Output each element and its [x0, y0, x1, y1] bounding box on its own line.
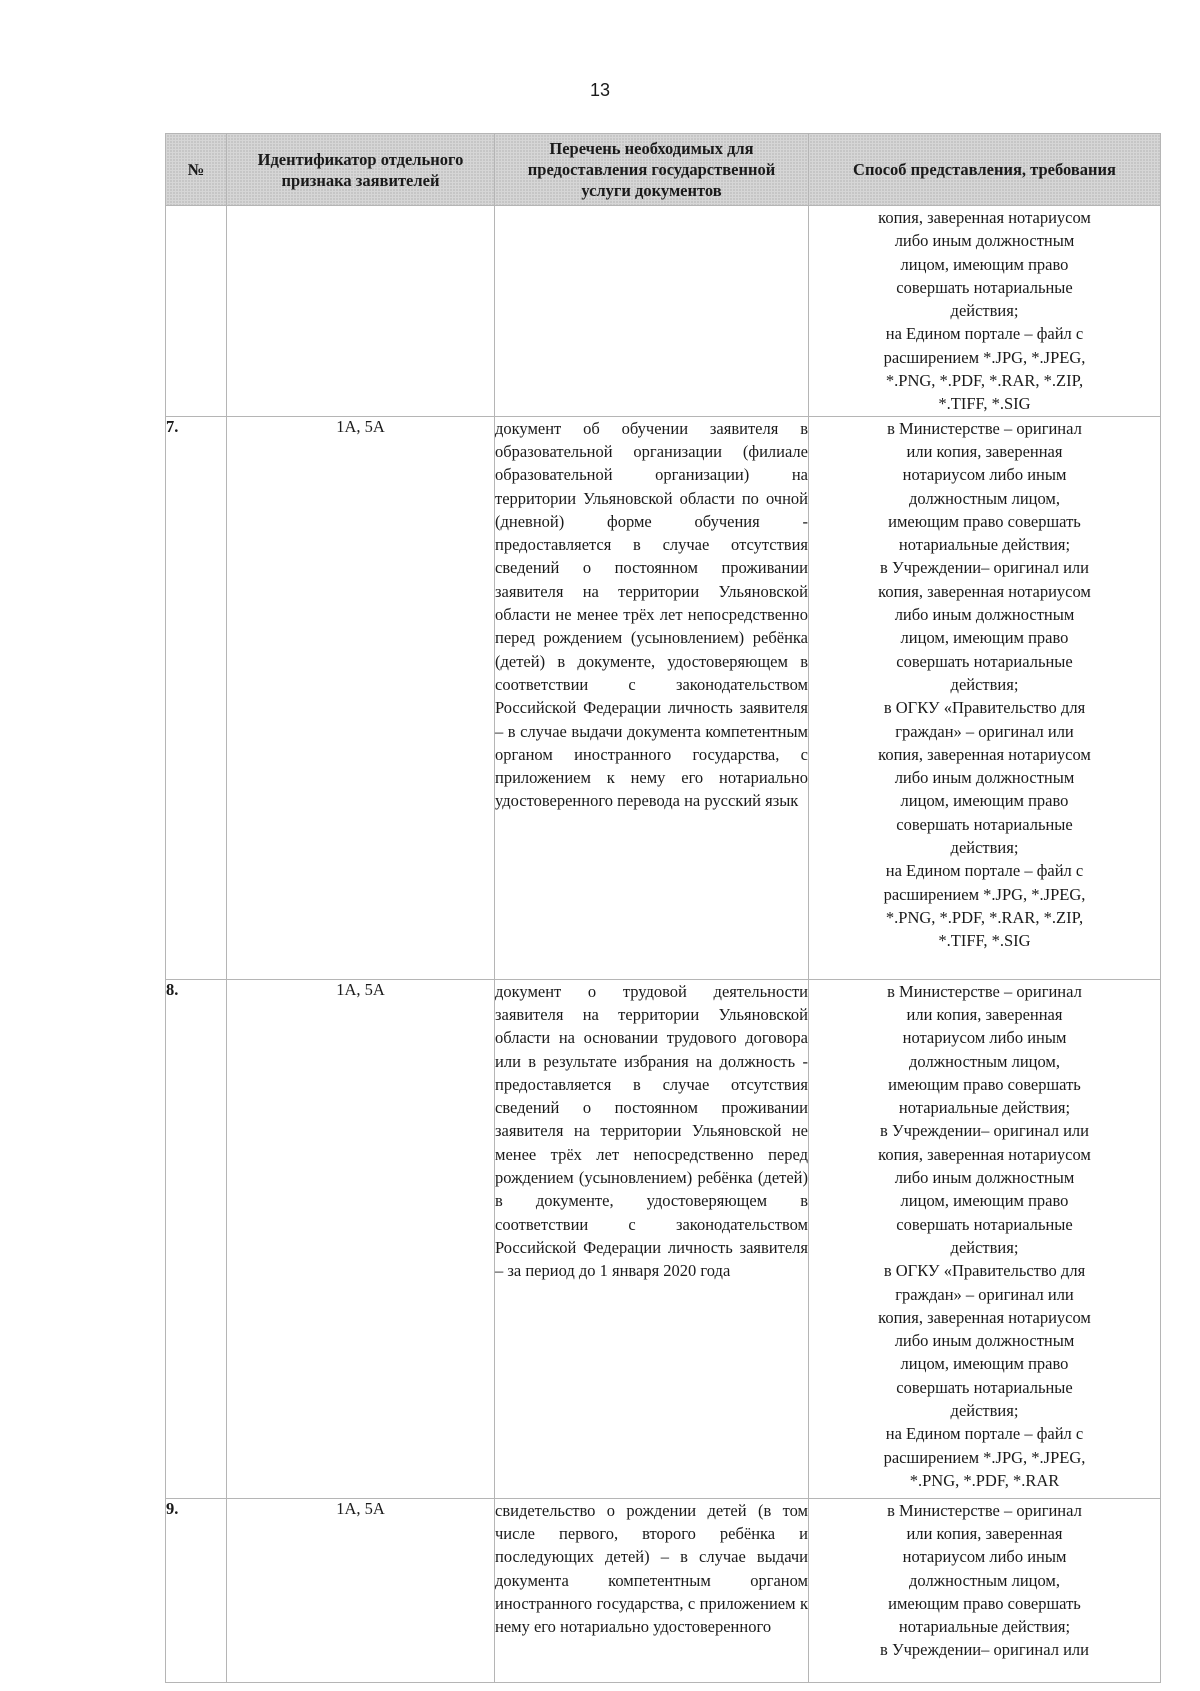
table-header-row [166, 134, 1161, 206]
header-number: № [166, 134, 227, 206]
row-method: в Министерстве – оригинал или копия, заверенная нотариусом либо иным должностным лицом, имеющим право совершать нотариальные действия; в Учреждении– оригинал или [809, 1498, 1161, 1682]
table-row-8 [166, 979, 1161, 1498]
page-number: 13 [589, 80, 611, 100]
row-method: в Министерстве – оригинал или копия, заверенная нотариусом либо иным должностным лицом, имеющим право совершать нотариальные действия; в Учреждении– оригинал или копия, заверенная нотариусом либо иным должностным лицом, имеющим право совершать нотариальные действия; в ОГКУ «Правительство для граждан» – оригинал или копия, заверенная нотариусом либо иным должностным лицом, имеющим право совершать нотариальные действия; на Едином портале – файл с расширением *.JPG, *.JPEG, *.PNG, *.PDF, *.RAR, *.ZIP, *.TIFF, *.SIG [809, 416, 1161, 979]
row-document: документ об обучении заявителя в образовательной организации (филиале образовательной организации) на территории Ульяновской области по очной (дневной) форме обучения - предоставляется в случае отсутствия сведений о постоянном проживании заявителя на территории Ульяновской области не менее трёх лет непосредственно перед рождением (усыновлением) ребёнка (детей) в документе, удостоверяющем в соответствии с законодательством Российской Федерации личность заявителя – в случае выдачи документа компетентным органом иностранного государства, с приложением к нему его нотариально удостоверенного перевода на русский язык [495, 416, 809, 979]
header-method: Способ представления, требования [809, 134, 1161, 206]
row-number: 7. [166, 416, 227, 979]
row-identifier: 1А, 5А [227, 979, 495, 1498]
row-number: 8. [166, 979, 227, 1498]
header-documents: Перечень необходимых для предоставления государственной услуги документов [495, 134, 809, 206]
table-row-7 [166, 416, 1161, 979]
requirements-table [165, 133, 1161, 1683]
header-identifier: Идентификатор отдельного признака заявителей [227, 134, 495, 206]
row-identifier [227, 206, 495, 417]
row-method: копия, заверенная нотариусом либо иным должностным лицом, имеющим право совершать нотариальные действия; на Едином портале – файл с расширением *.JPG, *.JPEG, *.PNG, *.PDF, *.RAR, *.ZIP, *.TIFF, *.SIG [809, 206, 1161, 417]
row-document: документ о трудовой деятельности заявителя на территории Ульяновской области на основании трудового договора или в результате избрания на должность - предоставляется в случае отсутствия сведений о постоянном проживании заявителя на территории Ульяновской не менее трёх лет непосредственно перед рождением (усыновлением) ребёнка (детей) в документе, удостоверяющем в соответствии с законодательством Российской Федерации личность заявителя – за период до 1 января 2020 года [495, 979, 809, 1498]
row-document [495, 206, 809, 417]
row-method: в Министерстве – оригинал или копия, заверенная нотариусом либо иным должностным лицом, имеющим право совершать нотариальные действия; в Учреждении– оригинал или копия, заверенная нотариусом либо иным должностным лицом, имеющим право совершать нотариальные действия; в ОГКУ «Правительство для граждан» – оригинал или копия, заверенная нотариусом либо иным должностным лицом, имеющим право совершать нотариальные действия; на Едином портале – файл с расширением *.JPG, *.JPEG, *.PNG, *.PDF, *.RAR [809, 979, 1161, 1498]
table-row-9 [166, 1498, 1161, 1682]
row-identifier: 1А, 5А [227, 416, 495, 979]
row-identifier: 1А, 5А [227, 1498, 495, 1682]
table-row-continuation [166, 206, 1161, 417]
row-number [166, 206, 227, 417]
row-document: свидетельство о рождении детей (в том числе первого, второго ребёнка и последующих детей) – в случае выдачи документа компетентным органом иностранного государства, с приложением к нему его нотариально удостоверенного [495, 1498, 809, 1682]
row-number: 9. [166, 1498, 227, 1682]
